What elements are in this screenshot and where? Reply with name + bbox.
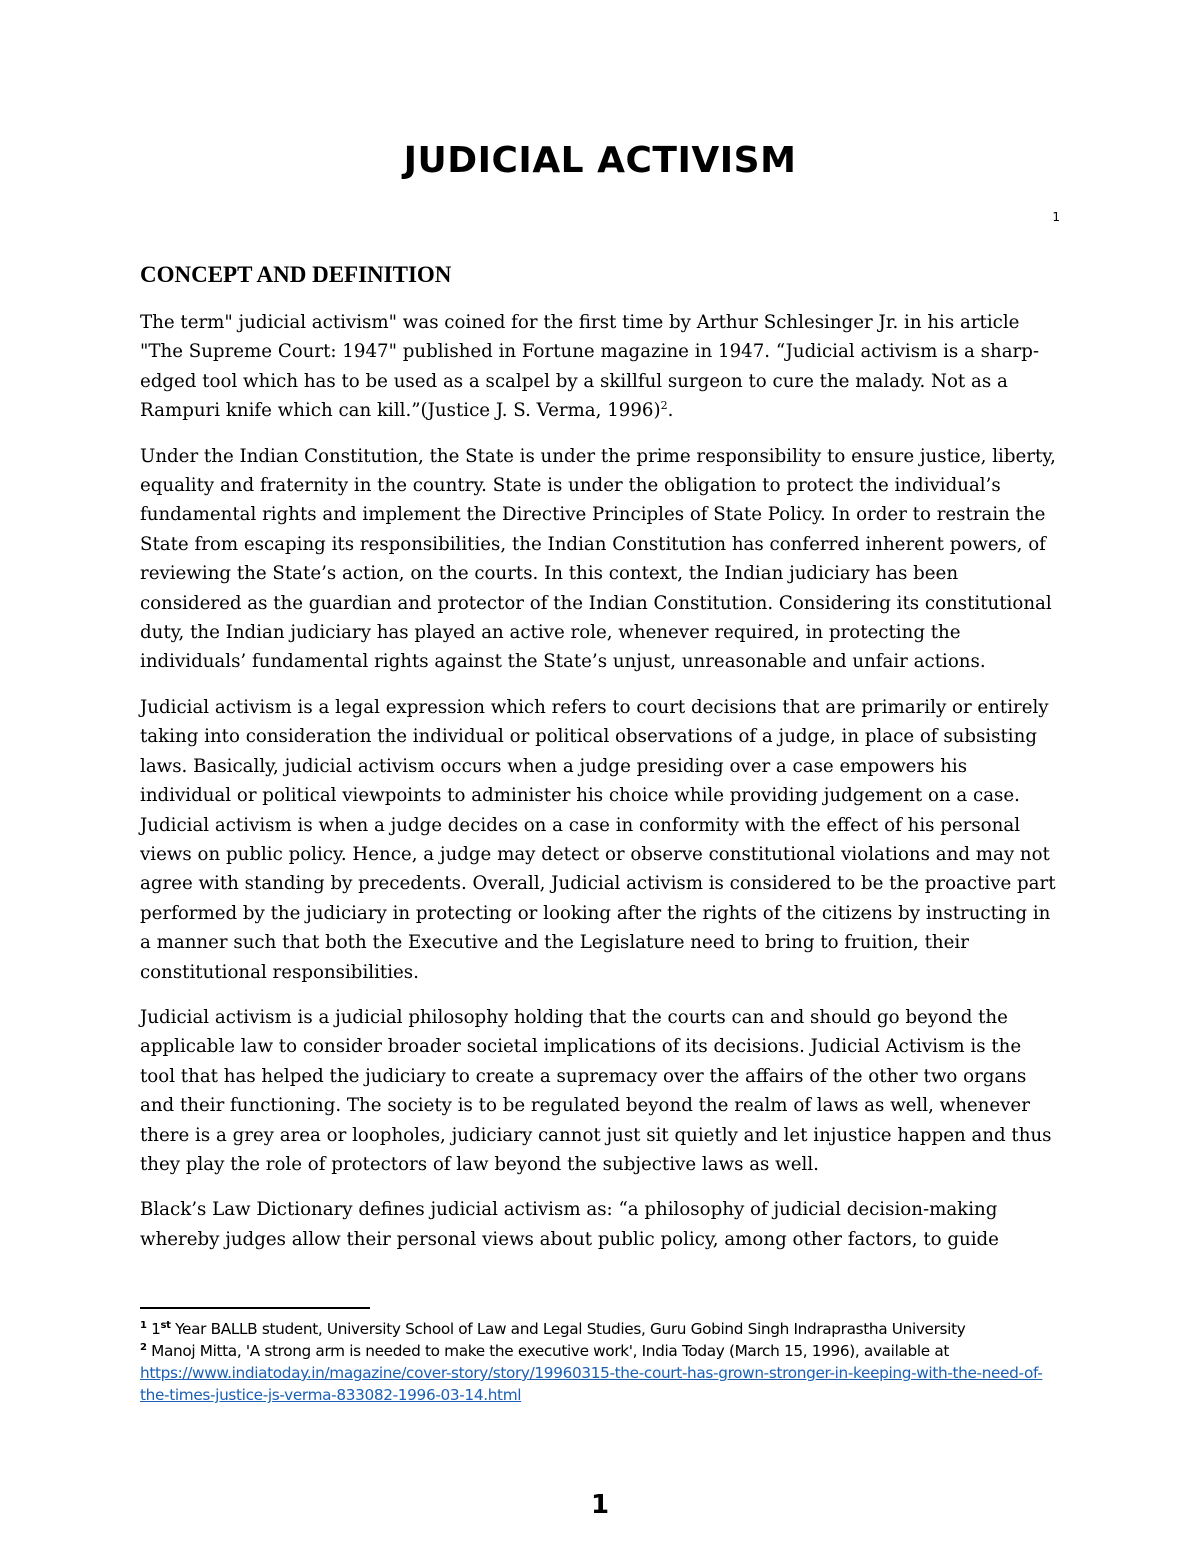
section-heading: CONCEPT AND DEFINITION: [140, 262, 452, 287]
title-footnote-reference: 1: [1052, 210, 1060, 224]
document-title: JUDICIAL ACTIVISM: [403, 140, 797, 181]
footnote-marker: 1: [140, 1319, 147, 1331]
footnote-1: [140, 1318, 1070, 1340]
footnote-text: Year BALLB student, University School of Law and Legal Studies, Guru Gobind Singh Indraprastha University: [175, 1320, 966, 1338]
paragraph-3: Judicial activism is a legal expression which refers to court decisions that are primarily or entirely taking into consideration the individual or political observations of a judge, in place of subsisting laws. Basically, judicial activism occurs when a judge presiding over a case empowers his individual or political viewpoints to administer his choice while providing judgement on a case. Judicial activism is when a judge decides on a case in conformity with the effect of his personal views on public policy. Hence, a judge may detect or observe constitutional violations and may not agree with standing by precedents. Overall, Judicial activism is considered to be the proactive part performed by the judiciary in protecting or looking after the rights of the citizens by instructing in a manner such that both the Executive and the Legislature need to bring to fruition, their constitutional responsibilities.: [140, 696, 1056, 983]
paragraph-suffix: .: [667, 400, 674, 422]
paragraph-text: The term" judicial activism" was coined for the first time by Arthur Schlesinger Jr. in his article "The Supreme Court: 1947" published in Fortune magazine in 1947. “Judicial activism is a sharp-edged tool which has to be used as a scalpel by a skillful surgeon to cure the malady. Not as a Rampuri knife which can kill.”(Justice J. S. Verma, 1996): [140, 312, 1040, 422]
footnote-ordinal-number: 1: [151, 1320, 161, 1338]
footnotes: [140, 1318, 1070, 1406]
paragraph-2: Under the Indian Constitution, the State is under the prime responsibility to ensure justice, liberty, equality and fraternity in the country. State is under the obligation to protect the individual’s fundamental rights and implement the Directive Principles of State Policy. In order to restrain the State from escaping its responsibilities, the Indian Constitution has conferred inherent powers, of reviewing the State’s action, on the courts. In this context, the Indian judiciary has been considered as the guardian and protector of the Indian Constitution. Considering its constitutional duty, the Indian judiciary has played an active role, whenever required, in protecting the individuals’ fundamental rights against the State’s unjust, unreasonable and unfair actions.: [140, 445, 1056, 673]
footnote-reference: 2: [660, 399, 668, 413]
footnote-text: Manoj Mitta, 'A strong arm is needed to make the executive work', India Today (March 15, 1996), available at: [151, 1342, 949, 1360]
page-number: 1: [590, 1490, 610, 1520]
footnote-ordinal-suffix: st: [160, 1319, 171, 1331]
footnote-marker: 2: [140, 1341, 147, 1353]
paragraph-4: Judicial activism is a judicial philosophy holding that the courts can and should go beyond the applicable law to consider broader societal implications of its decisions. Judicial Activism is the tool that has helped the judiciary to create a supremacy over the affairs of the other two organs and their functioning. The society is to be regulated beyond the realm of laws as well, whenever there is a grey area or loopholes, judiciary cannot just sit quietly and let injustice happen and thus they play the role of protectors of law beyond the subjective laws as well.: [140, 1006, 1052, 1175]
body-text: [140, 308, 1060, 1270]
footnote-separator: [140, 1307, 370, 1309]
paragraph-1: [140, 308, 1060, 426]
paragraph-5: Black’s Law Dictionary defines judicial activism as: “a philosophy of judicial decision-making whereby judges allow their personal views about public policy, among other factors, to guide: [140, 1199, 999, 1250]
footnote-2: [140, 1340, 1070, 1406]
footnote-link[interactable]: https://www.indiatoday.in/magazine/cover-story/story/19960315-the-court-has-grown-stronger-in-keeping-with-the-need-of-the-times-justice-js-verma-833082-1996-03-14.html: [140, 1364, 1043, 1404]
